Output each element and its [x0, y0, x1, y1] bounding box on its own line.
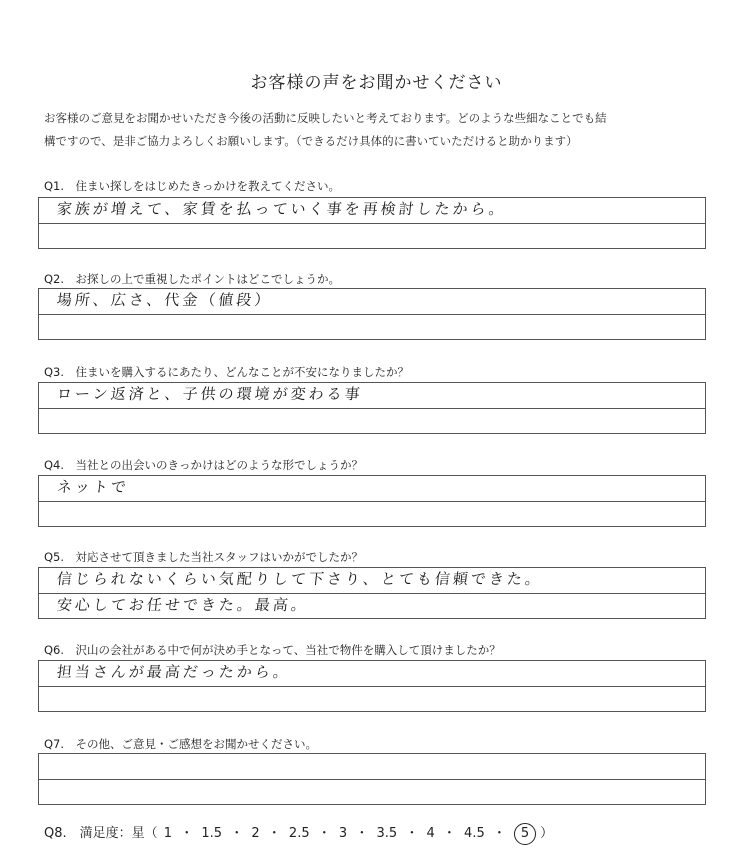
- rating-option-1-5[interactable]: 1.5: [201, 826, 223, 841]
- rating-option-4-5[interactable]: 4.5: [464, 826, 485, 841]
- page-title: お客様の声をお聞かせください: [250, 73, 503, 93]
- rating-separator: ・: [405, 826, 419, 841]
- rating-separator: ・: [355, 826, 369, 841]
- question-5-answer-line-1: 信じられないくらい気配りして下さり、とても信頼できた。: [56, 570, 544, 588]
- question-2-answer-box: [38, 288, 706, 340]
- answer-line: [39, 198, 705, 223]
- question-1-answer-line-1: 家族が増えて、家賃を払っていく事を再検討したから。: [56, 200, 508, 218]
- rating-separator: ・: [492, 826, 506, 841]
- question-8-close-paren: ）: [540, 826, 554, 841]
- answer-line: [39, 593, 705, 618]
- rating-option-5-selected[interactable]: 5: [514, 823, 536, 845]
- question-4-answer-line-1: ネットで: [56, 478, 130, 496]
- rating-option-3[interactable]: 3: [338, 826, 348, 841]
- answer-line: [39, 289, 705, 314]
- question-3-label: Q3. 住まいを購入するにあたり、どんなことが不安になりましたか？: [44, 365, 410, 379]
- question-6-answer-line-1: 担当さんが最高だったから。: [56, 663, 292, 681]
- rating-option-1[interactable]: 1: [163, 826, 173, 841]
- answer-line: [39, 383, 705, 408]
- rating-option-2[interactable]: 2: [251, 826, 260, 841]
- question-2-label: Q2. お探しの上で重視したポイントはどこでしょうか。: [44, 272, 341, 286]
- question-8-satisfaction-rating: [44, 822, 553, 845]
- rating-separator: ・: [442, 826, 456, 841]
- question-1-label: Q1. 住まい探しをはじめたきっかけを教えてください。: [44, 179, 341, 193]
- question-1-answer-box: [38, 197, 706, 249]
- intro-line-1: お客様のご意見をお聞かせいただき今後の活動に反映したいと考えております。どのような些細なことでも結: [44, 111, 607, 125]
- answer-line: [39, 408, 705, 433]
- answer-line: [39, 223, 705, 248]
- rating-option-2-5[interactable]: 2.5: [288, 826, 310, 841]
- rating-separator: ・: [180, 826, 194, 841]
- question-5-answer-box: [38, 567, 706, 619]
- question-6-answer-box: [38, 660, 706, 712]
- answer-line: [39, 501, 705, 526]
- answer-line: [39, 568, 705, 593]
- question-3-answer-box: [38, 382, 706, 434]
- answer-line: [39, 779, 705, 804]
- question-3-answer-line-1: ローン返済と、子供の環境が変わる事: [56, 385, 364, 403]
- rating-option-3-5[interactable]: 3.5: [376, 826, 398, 841]
- question-2-answer-line-1: 場所、広さ、代金（値段）: [56, 291, 274, 309]
- rating-separator: ・: [317, 826, 331, 841]
- question-6-label: Q6. 沢山の会社がある中で何が決め手となって、当社で物件を購入して頂けましたか？: [44, 643, 501, 657]
- rating-separator: ・: [230, 826, 244, 841]
- answer-line: [39, 686, 705, 711]
- answer-line: [39, 754, 705, 779]
- question-5-answer-line-2: 安心してお任せできた。最高。: [56, 596, 310, 614]
- rating-option-4[interactable]: 4: [426, 826, 435, 841]
- rating-separator: ・: [267, 826, 281, 841]
- question-7-label: Q7. その他、ご意見・ご感想をお聞かせください。: [44, 737, 318, 751]
- question-7-answer-box: [38, 753, 706, 805]
- question-8-label: Q8. 満足度：星（: [44, 826, 158, 841]
- answer-line: [39, 314, 705, 339]
- intro-line-2: 構ですので、是非ご協力よろしくお願いします。（できるだけ具体的に書いていただけると助かります）: [44, 134, 578, 148]
- question-4-answer-box: [38, 475, 706, 527]
- question-5-label: Q5. 対応させて頂きました当社スタッフはいかがでしたか？: [44, 550, 364, 564]
- question-4-label: Q4. 当社との出会いのきっかけはどのような形でしょうか？: [44, 458, 364, 472]
- answer-line: [39, 476, 705, 501]
- intro-text: [44, 107, 724, 153]
- answer-line: [39, 661, 705, 686]
